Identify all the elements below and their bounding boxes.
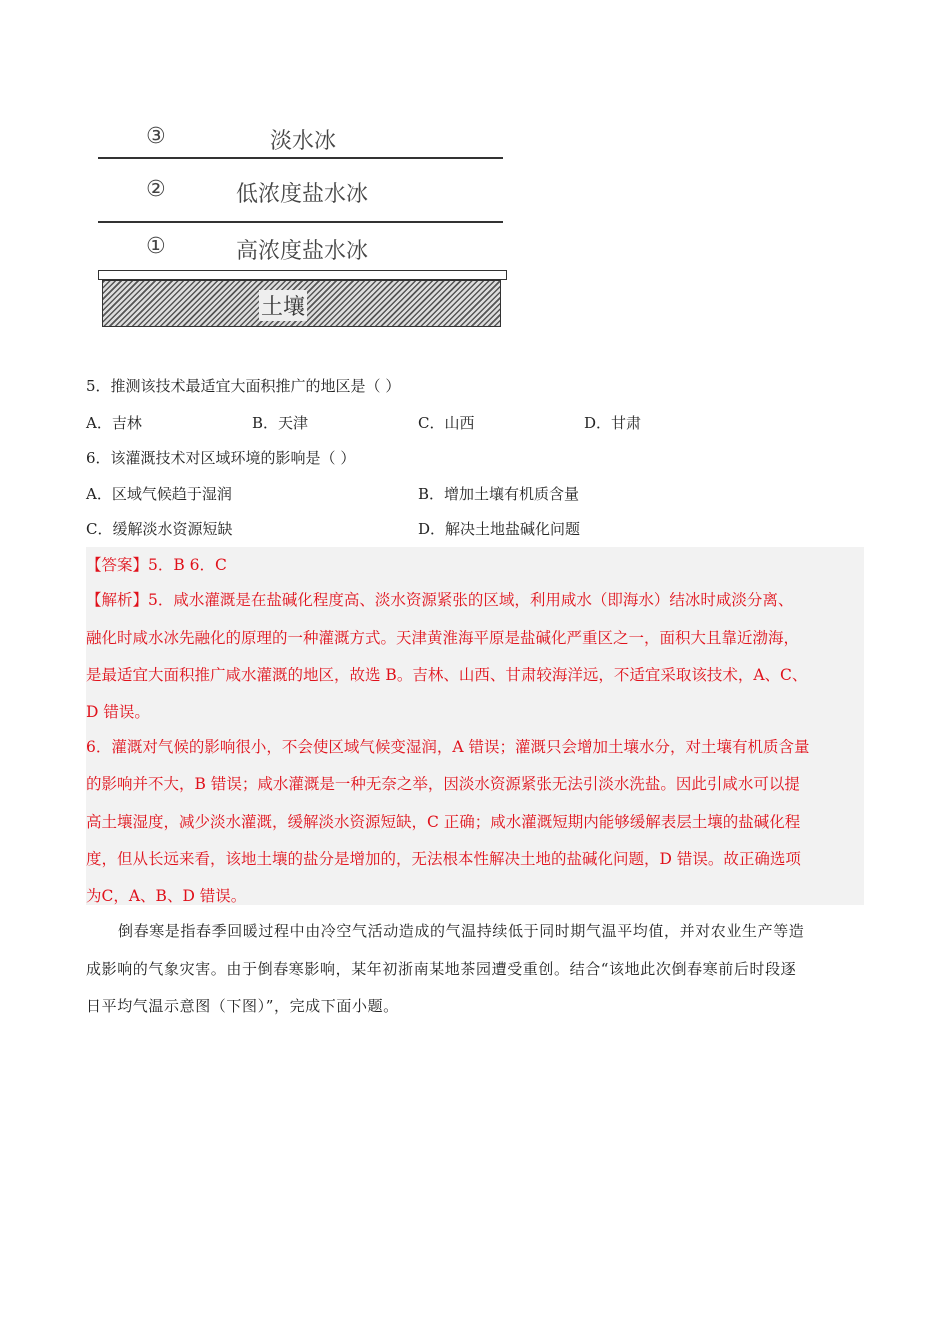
analysis-5-line: 是最适宜大面积推广咸水灌溉的地区，故选 B。吉林、山西、甘肃较海洋远，不适宜采取该技术，A、C、 [86, 666, 808, 684]
analysis-6-line: 为C，A、B、D 错误。 [86, 887, 247, 905]
analysis-5-line: 融化时咸水冰先融化的原理的一种灌溉方式。天津黄淮海平原是盐碱化严重区之一，面积大且靠近渤海， [86, 629, 800, 647]
layer-2-number: ② [146, 177, 166, 202]
answer-line: 【答案】5．B 6．C [86, 556, 227, 574]
soil-label: 土壤 [259, 290, 307, 321]
q5-option-a: A．吉林 [86, 414, 142, 432]
layer-1-number: ① [146, 234, 166, 259]
q6-option-b: B．增加土壤有机质含量 [418, 485, 580, 503]
analysis-6-line: 高土壤湿度，减少淡水灌溉，缓解淡水资源短缺，C 正确；咸水灌溉短期内能够缓解表层土壤的盐碱化程 [86, 813, 801, 831]
layer-divider [98, 157, 503, 159]
layer-1-label: 高浓度盐水冰 [236, 239, 369, 264]
layer-3-label: 淡水冰 [270, 129, 337, 154]
q5-option-d: D．甘肃 [584, 414, 642, 432]
analysis-6-line: 6．灌溉对气候的影响很小，不会使区域气候变湿润，A 错误；灌溉只会增加土壤水分，对土壤有机质含量 [86, 738, 810, 756]
intro-line: 成影响的气象灾害。由于倒春寒影响，某年初浙南某地茶园遭受重创。结合“该地此次倒春寒前后时段逐 [86, 960, 797, 978]
q6-option-d: D．解决土地盐碱化问题 [418, 520, 581, 538]
layer-2-label: 低浓度盐水冰 [236, 182, 369, 207]
analysis-5-line: 【解析】5．咸水灌溉是在盐碱化程度高、淡水资源紧张的区域，利用咸水（即海水）结冰时咸淡分离、 [86, 591, 794, 609]
layer-divider [98, 221, 503, 223]
question-6-stem: 6．该灌溉技术对区域环境的影响是（ ） [86, 449, 356, 467]
question-5-stem: 5．推测该技术最适宜大面积推广的地区是（ ） [86, 377, 401, 395]
layer-3-number: ③ [146, 124, 166, 149]
analysis-5-line: D 错误。 [86, 703, 150, 721]
q6-option-a: A．区域气候趋于湿润 [86, 485, 232, 503]
q5-option-b: B．天津 [252, 414, 309, 432]
intro-line: 倒春寒是指春季回暖过程中由冷空气活动造成的气温持续低于同时期气温平均值，并对农业生产等造 [118, 922, 805, 940]
q5-option-c: C．山西 [418, 414, 475, 432]
q6-option-c: C．缓解淡水资源短缺 [86, 520, 233, 538]
analysis-6-line: 的影响并不大，B 错误；咸水灌溉是一种无奈之举，因淡水资源紧张无法引淡水洗盐。因此引咸水可以提 [86, 775, 800, 793]
ground-plate [98, 270, 507, 280]
analysis-6-line: 度，但从长远来看，该地土壤的盐分是增加的，无法根本性解决土地的盐碱化问题，D 错误。故正确选项 [86, 850, 801, 868]
intro-line: 日平均气温示意图（下图）”，完成下面小题。 [86, 997, 399, 1015]
